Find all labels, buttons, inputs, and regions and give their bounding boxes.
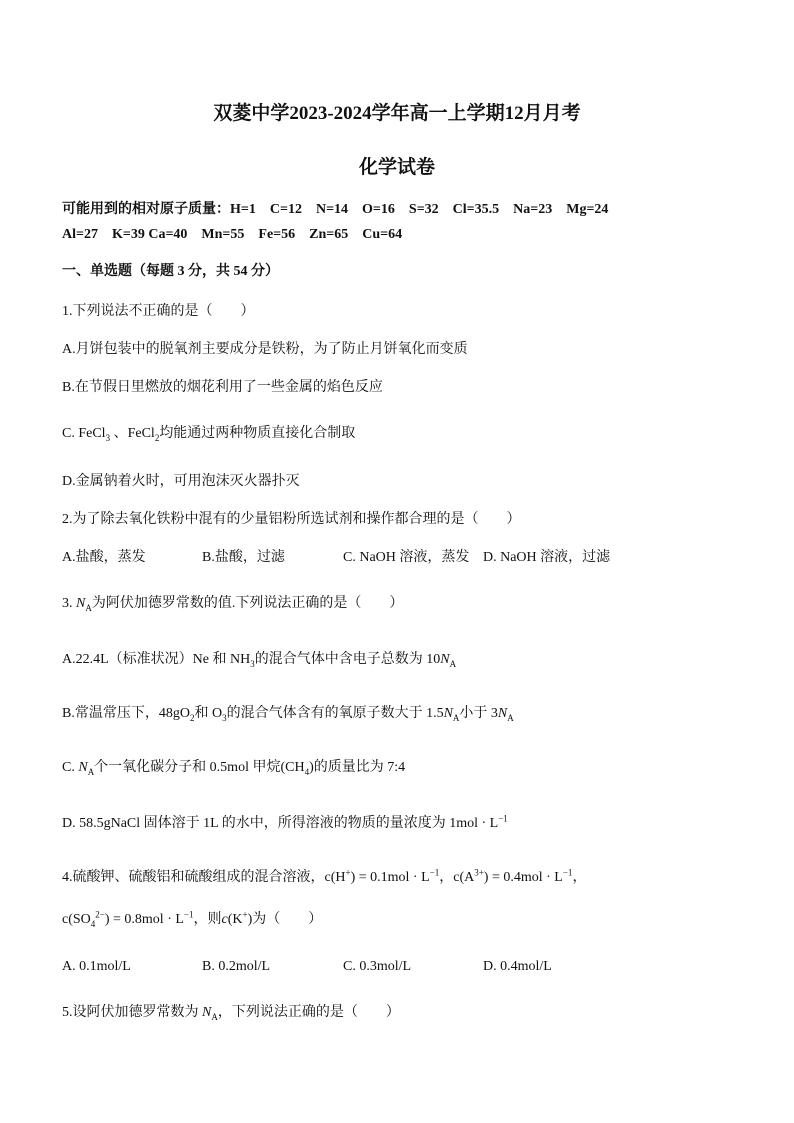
q2-option-a: A.盐酸，蒸发 [62,550,146,565]
q1-option-a: A.月饼包装中的脱氧剂主要成分是铁粉，为了防止月饼氧化而变质 [62,342,468,357]
q5-stem: 5.设阿伏加德罗常数为 $N_A$，下列说法正确的是（ ） [62,1005,400,1022]
q1-option-d: D.金属钠着火时，可用泡沫灭火器扑灭 [62,474,300,489]
q4-option-c: C. 0.3mol/L [343,959,412,974]
section-heading: 一、单选题（每题 3 分，共 54 分） [62,264,279,279]
q1-option-c: C. FeCl$_3$ 、FeCl$_2$均能通过两种物质直接化合制取 [62,426,356,443]
atomic-masses-line-1: 可能用到的相对原子质量：H=1 C=12 N=14 O=16 S=32 Cl=35.5 Na=23 Mg=24 [62,202,609,217]
q4-option-b: B. 0.2mol/L [202,959,271,974]
q4-stem-line-1: 4.硫酸钾、硫酸铝和硫酸组成的混合溶液，$c(H^+) = 0.1mol \cdot L^{-1}$，$c(A^{3+}) = 0.4mol \cdot L^{-1}$， [62,867,587,885]
exam-title: 双菱中学2023-2024学年高一上学期12月月考 [213,103,581,124]
q4-option-a: A. 0.1mol/L [62,959,131,974]
q4-stem-line-2: $c(SO_4^{2-}) = 0.8mol \cdot L^{-1}$，则c(K+)为（ ） [62,909,323,929]
atomic-masses-line-2: Al=27 K=39 Ca=40 Mn=55 Fe=56 Zn=65 Cu=64 [62,227,403,242]
q3-option-d: D. 58.5gNaCl 固体溶于 1L 的水中，所得溶液的物质的量浓度为 $1mol \cdot L^{-1}$ [62,813,508,831]
q3-option-b: B.常温常压下，$48gO_2$和 $O_3$的混合气体含有的氧原子数大于 $1.5N_A$小于 $3N_A$ [62,706,514,723]
q3-option-c: C. $N_A$个一氧化碳分子和 0.5mol 甲烷$(CH_4)$的质量比为 7:4 [62,760,406,777]
q2-stem: 2.为了除去氧化铁粉中混有的少量铝粉所选试剂和操作都合理的是（ ） [62,512,521,527]
exam-subtitle: 化学试卷 [358,157,435,178]
q2-option-b: B.盐酸，过滤 [202,550,285,565]
q1-stem: 1.下列说法不正确的是（ ） [62,304,255,319]
q3-option-a: A.22.4L（标准状况）Ne 和 $NH_3$的混合气体中含电子总数为 $10N_A$ [62,652,457,669]
q4-option-d: D. 0.4mol/L [483,959,552,974]
q2-option-d: D. NaOH 溶液，过滤 [483,550,611,565]
q2-option-c: C. NaOH 溶液，蒸发 [343,550,470,565]
q1-option-b: B.在节假日里燃放的烟花利用了一些金属的焰色反应 [62,380,383,395]
q3-stem: 3. $N_A$为阿伏加德罗常数的值.下列说法正确的是（ ） [62,596,404,613]
